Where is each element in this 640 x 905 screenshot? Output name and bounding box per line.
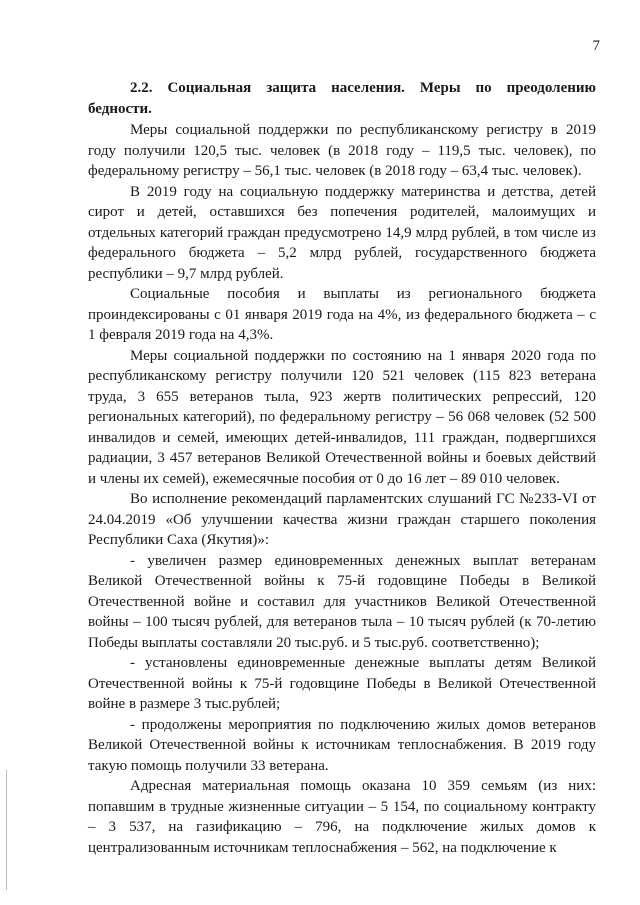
list-item-heating: - продолжены мероприятия по подключению жилых домов ветеранов Великой Отечественной войны к источникам теплоснабжения. В 2019 году такую помощь получили 33 ветерана. [88,716,596,774]
section-heading: 2.2. Социальная защита населения. Меры по преодолению бедности. [88,80,596,117]
list-item-veteran-payments: - увеличен размер единовременных денежных выплат ветеранам Великой Отечественной войны к 75-й годовщине Победы в Великой Отечественной войне и составил для участников Великой Отечественной войны – 100 тысяч рублей, для ветеранов тыла – 10 тысяч рублей (к 70-летию Победы выплаты составляли 20 тыс.руб. и 5 тыс.руб. соответственно); [88,552,596,651]
paragraph-maternity-funding: В 2019 году на социальную поддержку материнства и детства, детей сирот и детей, оставшихся без попечения родителей, малоимущих и отдельных категорий граждан предусмотрено 14,9 млрд рублей, в том числе из федерального бюджета – 5,2 млрд рублей, государственного бюджета республики – 9,7 млрд рублей. [88,183,596,282]
list-item-children-of-war: - установлены единовременные денежные выплаты детям Великой Отечественной войны к 75-й годовщине Победы в Великой Отечественной войне в размере 3 тыс.рублей; [88,655,596,712]
paragraph-hearings: Во исполнение рекомендаций парламентских слушаний ГС №233-VI от 24.04.2019 «Об улучшении качества жизни граждан старшего поколения Республики Саха (Якутия)»: [88,491,596,548]
paragraph-registry-2020: Меры социальной поддержки по состоянию на 1 января 2020 года по республиканскому регистру получили 120 521 человек (115 823 ветерана труда, 3 655 ветеранов тыла, 923 жертв политических репрессий, 120 региональных категорий), по федеральному регистру – 56 068 человек (52 500 инвалидов и семей, имеющих детей-инвалидов, 111 граждан, подвергшихся радиации, 3 457 ветеранов Великой Отечественной войны и боевых действий и члены их семей), ежемесячные пособия от 0 до 16 лет – 89 010 человек. [88,347,596,487]
paragraph-support-registry: Меры социальной поддержки по республиканскому регистру в 2019 году получили 120,5 тыс. человек (в 2018 году – 119,5 тыс. человек), по федеральному регистру – 56,1 тыс. человек (в 2018 году – 63,4 тыс. человек). [88,122,596,179]
page-number: 7 [592,38,600,54]
paragraph-material-aid: Адресная материальная помощь оказана 10 359 семьям (из них: попавшим в трудные жизненные ситуации – 5 154, по социальному контракту – 3 537, на газификацию – 796, на подключение жилых домов к централизованным источникам теплоснабжения – 562, на подключение к [88,778,596,856]
scan-edge-line [6,770,7,890]
document-body [88,78,596,858]
paragraph-indexation: Социальные пособия и выплаты из регионального бюджета проиндексированы с 01 января 2019 года на 4%, из федерального бюджета – с 1 февраля 2019 года на 4,3%. [88,286,596,343]
